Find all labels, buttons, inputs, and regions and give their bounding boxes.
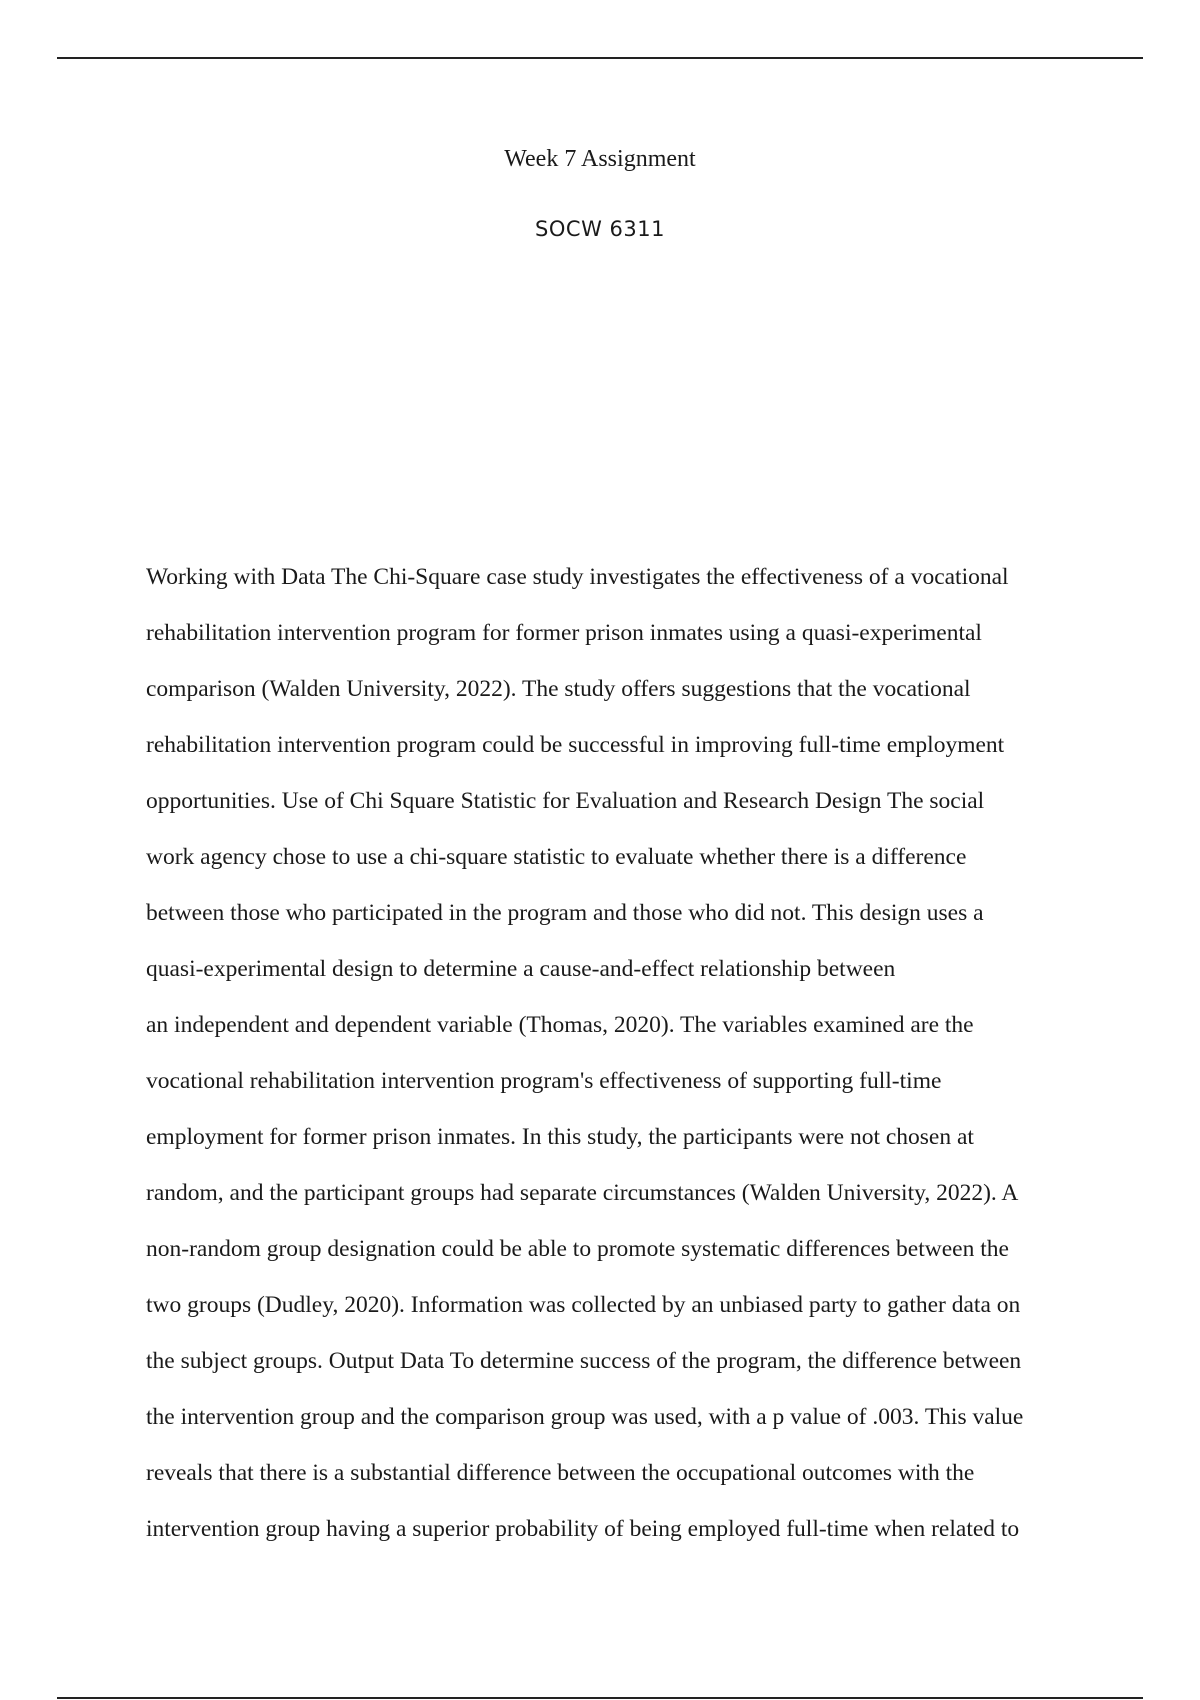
body-line: non-random group designation could be able to promote systematic differences between the	[146, 1236, 1009, 1262]
body-line: Working with Data The Chi-Square case study investigates the effectiveness of a vocational	[146, 564, 1009, 590]
body-paragraph	[146, 562, 1086, 1570]
body-line: comparison (Walden University, 2022). The study offers suggestions that the vocational	[146, 676, 971, 702]
body-line: between those who participated in the program and those who did not. This design uses a	[146, 900, 984, 926]
body-line: opportunities. Use of Chi Square Statistic for Evaluation and Research Design The social	[146, 788, 985, 814]
course-code: SOCW 6311	[535, 217, 665, 241]
body-line: rehabilitation intervention program could be successful in improving full-time employment	[146, 732, 1005, 758]
body-line: work agency chose to use a chi-square statistic to evaluate whether there is a difference	[146, 844, 967, 870]
top-divider	[57, 57, 1143, 59]
body-line: the intervention group and the comparison group was used, with a p value of .003. This value	[146, 1404, 1024, 1430]
body-line: rehabilitation intervention program for former prison inmates using a quasi-experimental	[146, 620, 982, 646]
body-line: vocational rehabilitation intervention program's effectiveness of supporting full-time	[146, 1068, 942, 1094]
body-line: two groups (Dudley, 2020). Information was collected by an unbiased party to gather data on	[146, 1292, 1021, 1318]
bottom-divider	[57, 1697, 1143, 1699]
body-line: intervention group having a superior probability of being employed full-time when related to	[146, 1516, 1020, 1542]
body-line: quasi-experimental design to determine a cause-and-effect relationship between	[146, 956, 896, 982]
body-line: random, and the participant groups had separate circumstances (Walden University, 2022). A	[146, 1180, 1019, 1206]
document-title: Week 7 Assignment	[504, 146, 696, 172]
body-line: the subject groups. Output Data To determine success of the program, the difference between	[146, 1348, 1022, 1374]
body-line: reveals that there is a substantial difference between the occupational outcomes with the	[146, 1460, 975, 1486]
body-line: employment for former prison inmates. In this study, the participants were not chosen at	[146, 1124, 974, 1150]
body-line: an independent and dependent variable (Thomas, 2020). The variables examined are the	[146, 1012, 974, 1038]
